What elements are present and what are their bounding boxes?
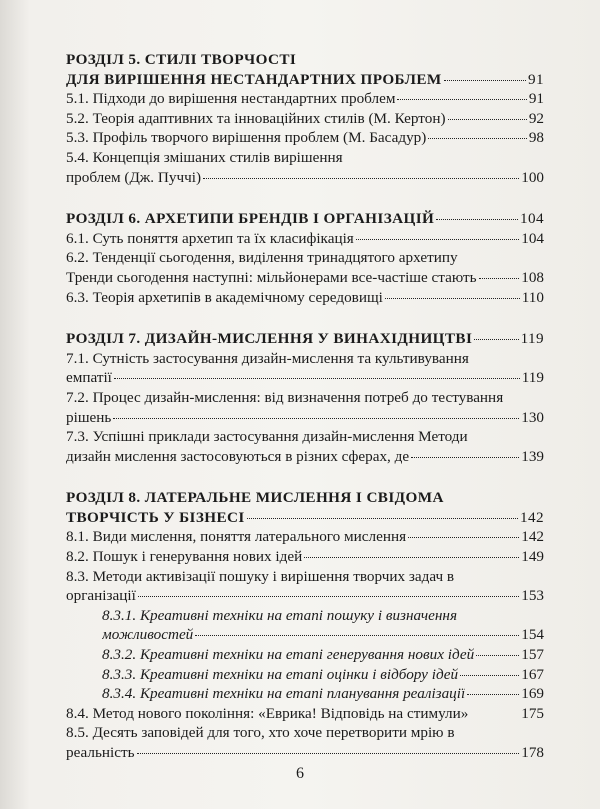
dot-leader (137, 752, 520, 754)
dot-leader (304, 556, 519, 558)
dot-leader (479, 277, 520, 279)
toc-entry-title: РОЗДІЛ 5. СТИЛІ ТВОРЧОСТІ (66, 51, 297, 68)
toc-entry (66, 743, 544, 763)
dot-leader (113, 417, 519, 419)
toc-entry (66, 704, 544, 724)
toc-entry (66, 168, 544, 188)
toc-entry (66, 229, 544, 249)
dot-leader (247, 517, 518, 519)
dot-leader (114, 377, 520, 379)
toc-page-number: 108 (521, 268, 544, 286)
toc-entry-title: РОЗДІЛ 8. ЛАТЕРАЛЬНЕ МИСЛЕННЯ І СВІДОМА (66, 489, 444, 507)
table-of-contents (66, 50, 544, 785)
toc-entry-title: 8.1. Види мислення, поняття латерального мислення (66, 528, 407, 546)
toc-page-number: 119 (521, 369, 544, 387)
toc-entry (66, 527, 544, 547)
toc-entry-title: 8.3.4. Креативні техніки на етапі планування реалізації (102, 685, 466, 703)
toc-entry (66, 665, 544, 685)
dot-leader (356, 238, 519, 240)
dot-leader (428, 137, 526, 139)
toc-entry-title: реальність (66, 744, 135, 761)
toc-page-number: 110 (521, 288, 544, 306)
dot-leader (397, 98, 526, 100)
toc-entry-title: Тренди сьогодення наступні: мільйонерами все-частіше стають (66, 268, 477, 286)
dot-leader (474, 338, 518, 340)
chapter-heading (66, 508, 544, 528)
toc-page-number: 178 (521, 744, 544, 761)
dot-leader (195, 634, 519, 636)
toc-page-number: 154 (521, 626, 544, 644)
toc-entry (66, 388, 544, 408)
toc-entry-title: 5.1. Підходи до вирішення нестандартних проблем (66, 90, 396, 108)
toc-entry (66, 349, 544, 369)
chapter-heading (66, 488, 544, 508)
toc-page-number: 142 (521, 528, 544, 546)
toc-page-number: 153 (521, 587, 544, 605)
dot-leader (460, 674, 519, 676)
toc-page-number: 104 (521, 229, 544, 247)
toc-entry-title: рішень (66, 408, 112, 426)
toc-entry-title: 7.3. Успішні приклади застосування дизайн-мислення Методи (66, 428, 468, 446)
dot-leader (467, 693, 519, 695)
toc-page-number: 100 (521, 168, 544, 186)
toc-entry (66, 268, 544, 288)
toc-entry-title: РОЗДІЛ 7. ДИЗАЙН-МИСЛЕННЯ У ВИНАХІДНИЦТВІ (66, 330, 473, 348)
toc-entry-title: 8.3.1. Креативні техніки на етапі пошуку і визначення (102, 606, 458, 624)
toc-entry (66, 408, 544, 428)
toc-page-number: 119 (520, 330, 544, 348)
toc-page-number: 157 (521, 646, 544, 664)
toc-entry-title: емпатії (66, 369, 112, 387)
toc-entry (66, 625, 544, 645)
dot-leader (448, 118, 527, 120)
toc-entry-title: РОЗДІЛ 6. АРХЕТИПИ БРЕНДІВ І ОРГАНІЗАЦІЙ (66, 210, 435, 228)
toc-page-number: 91 (528, 90, 544, 108)
toc-page-number: 167 (521, 665, 544, 683)
toc-entry (66, 148, 544, 168)
toc-entry (66, 547, 544, 567)
toc-entry-title: 8.5. Десять заповідей для того, хто хоче перетворити мрію в (66, 724, 455, 742)
toc-section (66, 488, 544, 762)
dot-leader (444, 79, 526, 81)
toc-entry-title: 7.1. Сутність застосування дизайн-мислення та культивування (66, 349, 469, 367)
toc-entry-title: 8.2. Пошук і генерування нових ідей (66, 548, 303, 566)
toc-entry-title: 5.4. Концепція змішаних стилів вирішення (66, 148, 343, 166)
toc-entry-title: 8.3.3. Креативні техніки на етапі оцінки і відбору ідей (102, 665, 459, 683)
toc-entry-title: можливостей (102, 626, 194, 644)
toc-page-number: 142 (520, 508, 544, 526)
toc-section (66, 329, 544, 466)
dot-leader (408, 536, 519, 538)
toc-page-number: 175 (521, 704, 544, 722)
page-number: 6 (296, 765, 304, 782)
toc-entry-title: 6.2. Тенденції сьогодення, виділення тринадцятого архетипу (66, 249, 458, 267)
toc-page-number: 98 (528, 129, 544, 147)
toc-entry (66, 606, 544, 626)
toc-entry (66, 288, 544, 308)
toc-entry (66, 684, 544, 704)
dot-leader (203, 177, 519, 179)
toc-entry (66, 645, 544, 665)
toc-entry-title: ТВОРЧІСТЬ У БІЗНЕСІ (66, 508, 245, 526)
toc-entry-title: 8.3. Методи активізації пошуку і вирішення творчих задач в (66, 567, 455, 585)
toc-entry (66, 447, 544, 467)
toc-page-number: 169 (521, 685, 544, 703)
chapter-heading (66, 329, 544, 349)
toc-entry (66, 368, 544, 388)
dot-leader (385, 297, 520, 299)
toc-entry (66, 89, 544, 109)
toc-entry (66, 128, 544, 148)
toc-page-number: 149 (521, 548, 544, 566)
toc-entry (66, 427, 544, 447)
dot-leader (436, 218, 518, 220)
dot-leader (411, 456, 519, 458)
toc-entry (66, 723, 544, 743)
toc-entry-title: 7.2. Процес дизайн-мислення: від визначення потреб до тестування (66, 388, 504, 406)
toc-entry-title: проблем (Дж. Пуччі) (66, 168, 202, 186)
toc-entry (66, 586, 544, 606)
toc-entry-title: 6.1. Суть поняття архетип та їх класифікація (66, 229, 354, 247)
dot-leader (138, 595, 519, 597)
toc-entry-title: 5.3. Профіль творчого вирішення проблем (М. Басадур) (66, 129, 427, 147)
toc-entry-title: 5.2. Теорія адаптивних та інноваційних стилів (М. Кертон) (66, 109, 446, 127)
toc-section (66, 50, 544, 187)
toc-page-number: 92 (528, 109, 544, 127)
toc-entry-title: 6.3. Теорія архетипів в академічному середовищі (66, 288, 383, 306)
toc-page-number: 91 (528, 70, 544, 88)
toc-entry (66, 567, 544, 587)
chapter-heading (66, 50, 544, 70)
chapter-heading (66, 70, 544, 90)
toc-section (66, 209, 544, 307)
toc-entry-title: дизайн мислення застосовуються в різних сферах, де (66, 447, 410, 465)
toc-page-number: 104 (520, 210, 544, 228)
chapter-heading (66, 209, 544, 229)
toc-entry (66, 109, 544, 129)
toc-page-number: 139 (521, 447, 544, 465)
toc-entry-title: ДЛЯ ВИРІШЕННЯ НЕСТАНДАРТНИХ ПРОБЛЕМ (66, 70, 442, 88)
toc-entry-title: 8.3.2. Креативні техніки на етапі генерування нових ідей (102, 646, 475, 664)
toc-entry-title: 8.4. Метод нового покоління: «Еврика! Відповідь на стимули» (66, 704, 469, 722)
toc-page-number: 130 (521, 408, 544, 426)
toc-entry (66, 248, 544, 268)
toc-entry-title: організації (66, 587, 136, 605)
dot-leader (476, 654, 519, 656)
